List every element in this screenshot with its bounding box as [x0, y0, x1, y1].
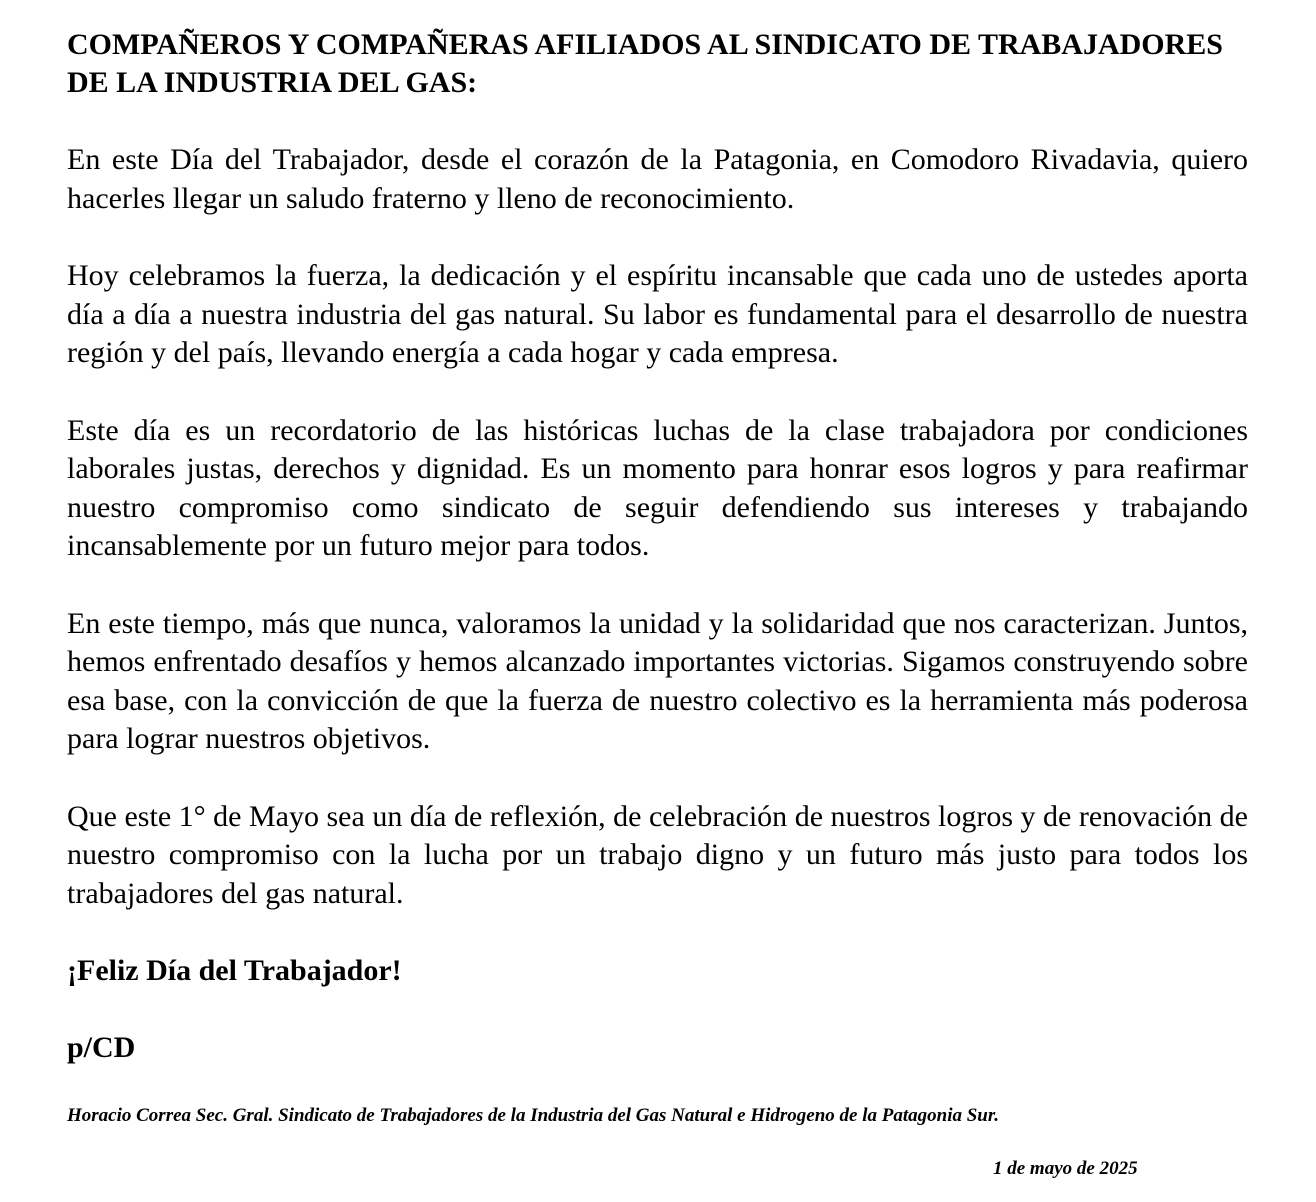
paragraph-5: Que este 1° de Mayo sea un día de reflexión, de celebración de nuestros logros y de renovación de nuestro compromiso con la lucha por un trabajo digno y un futuro más justo para todos los trabajadores del gas natural.: [67, 799, 1248, 910]
paragraph-3: Este día es un recordatorio de las históricas luchas de la clase trabajadora por condiciones laborales justas, derechos y dignidad. Es un momento para honrar esos logros y para reafirmar nuestro compromiso como sindicato de seguir defendiendo sus intereses y trabajando incansablemente por un futuro mejor para todos.: [67, 413, 1248, 562]
paragraph-2: Hoy celebramos la fuerza, la dedicación y el espíritu incansable que cada uno de ustedes aporta día a día a nuestra industria del gas natural. Su labor es fundamental para el desarrollo de nuestra región y del país, llevando energía a cada hogar y cada empresa.: [67, 259, 1248, 369]
signature-line: Horacio Correa Sec. Gral. Sindicato de Trabajadores de la Industria del Gas Natural e Hidrogeno de la Patagonia Sur.: [67, 1105, 999, 1126]
sign-off: p/CD: [67, 1031, 136, 1064]
paragraph-1: En este Día del Trabajador, desde el corazón de la Patagonia, en Comodoro Rivadavia, quiero hacerles llegar un saludo fraterno y lleno de reconocimiento.: [67, 143, 1248, 215]
greeting: ¡Feliz Día del Trabajador!: [67, 954, 402, 987]
paragraph-4: En este tiempo, más que nunca, valoramos la unidad y la solidaridad que nos caracterizan. Juntos, hemos enfrentado desafíos y hemos alcanzado importantes victorias. Sigamos construyendo sobre esa base, con la convicción de que la fuerza de nuestro colectivo es la herramienta más poderosa para lograr nuestros objetivos.: [67, 606, 1248, 755]
letter-title: COMPAÑEROS Y COMPAÑERAS AFILIADOS AL SINDICATO DE TRABAJADORES DE LA INDUSTRIA DEL GAS:: [67, 28, 1223, 99]
letter-body: [67, 26, 1248, 1067]
letter-date: 1 de mayo de 2025: [993, 1158, 1138, 1179]
